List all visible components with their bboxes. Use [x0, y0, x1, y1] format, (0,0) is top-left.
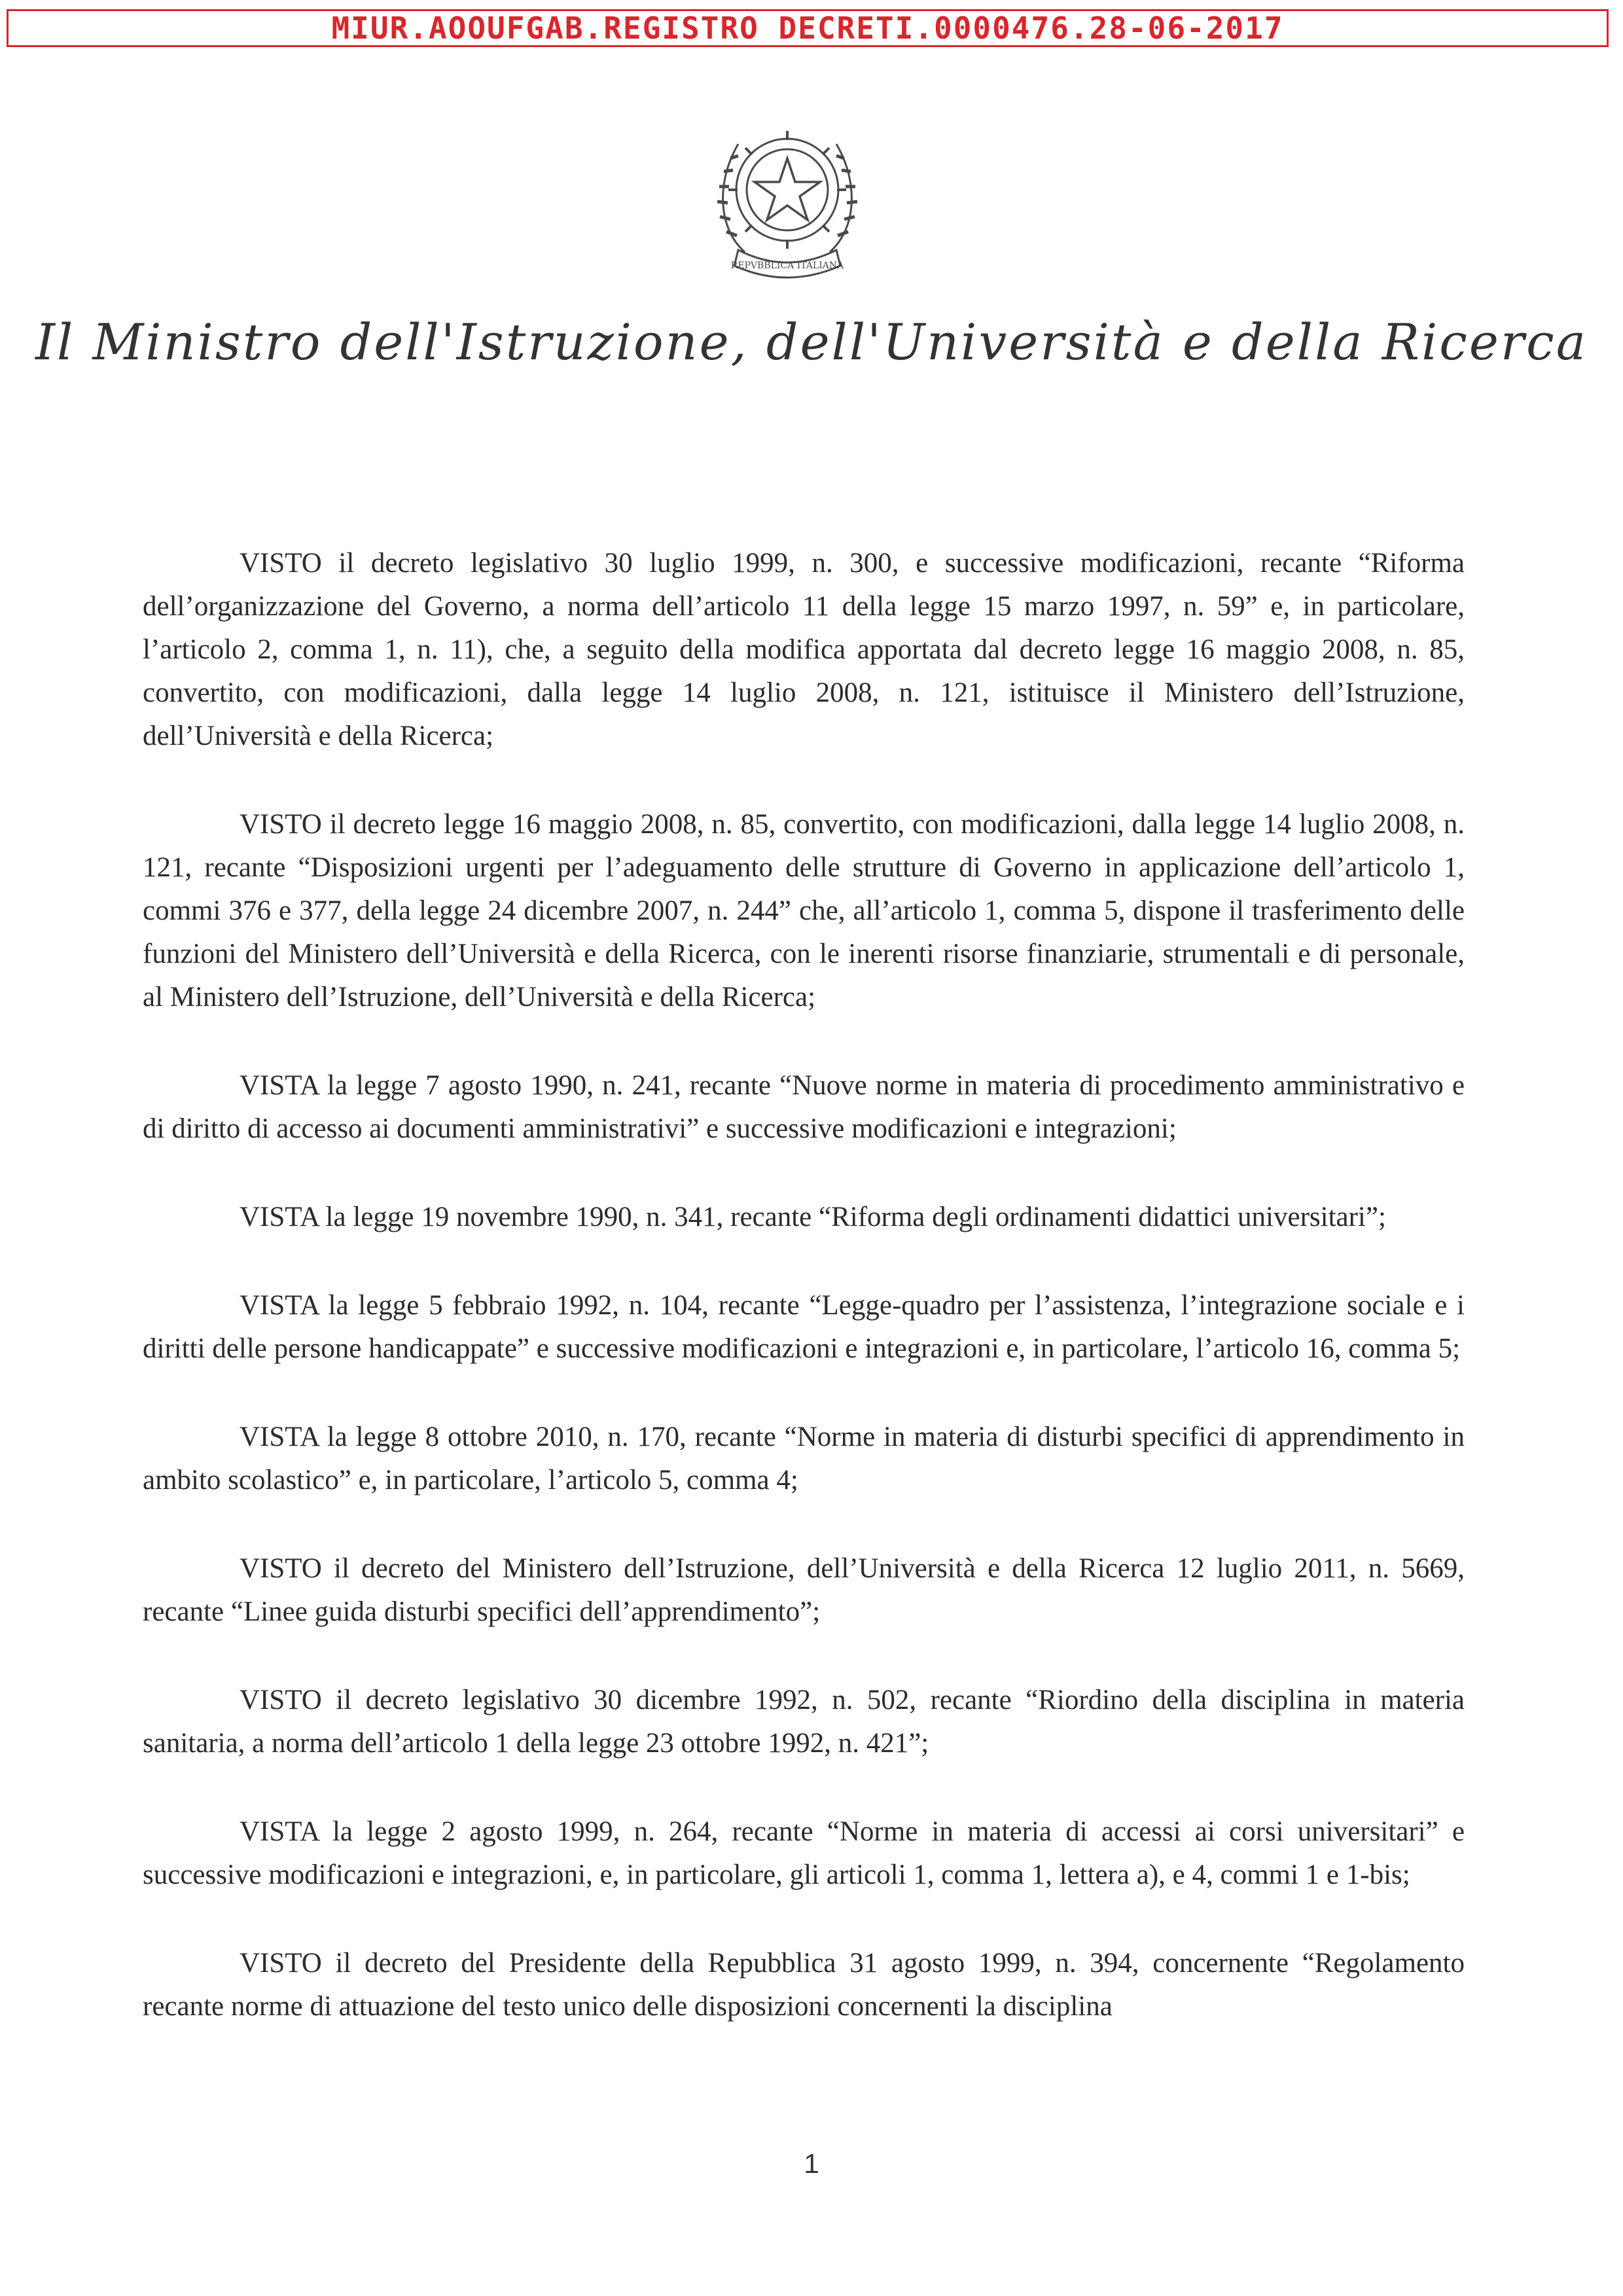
- clause-paragraph: VISTA la legge 19 novembre 1990, n. 341, recante “Riforma degli ordinamenti didattici universitari”;: [240, 1202, 1386, 1232]
- clause-paragraph: VISTO il decreto legislativo 30 luglio 1999, n. 300, e successive modificazioni, recante “Riforma dell’organizzazione del Governo, a norma dell’articolo 11 della legge 15 marzo 1997, n. 59” e, in particolare, l’articolo 2, comma 1, n. 11), che, a seguito della modifica apportata dal decreto legge 16 maggio 2008, n. 85, convertito, con modificazioni, dalla legge 14 luglio 2008, n. 121, istituisce il Ministero dell’Istruzione, dell’Università e della Ricerca;: [143, 548, 1465, 751]
- clause-paragraph: VISTA la legge 5 febbraio 1992, n. 104, recante “Legge-quadro per l’assistenza, l’integrazione sociale e i diritti delle persone handicappate” e successive modificazioni e integrazioni e, in particolare, l’articolo 16, comma 5;: [143, 1290, 1465, 1364]
- italian-republic-emblem-icon: [699, 111, 876, 308]
- decree-body: [143, 542, 1465, 2073]
- clause-paragraph: VISTA la legge 7 agosto 1990, n. 241, recante “Nuove norme in materia di procedimento amministrativo e di diritto di accesso ai documenti amministrativi” e successive modificazioni e integrazioni;: [143, 1070, 1465, 1144]
- clause-paragraph: VISTO il decreto legislativo 30 dicembre 1992, n. 502, recante “Riordino della disciplina in materia sanitaria, a norma dell’articolo 1 della legge 23 ottobre 1992, n. 421”;: [143, 1685, 1465, 1759]
- clause-paragraph: VISTO il decreto del Ministero dell’Istruzione, dell’Università e della Ricerca 12 luglio 2011, n. 5669, recante “Linee guida disturbi specifici dell’apprendimento”;: [143, 1553, 1465, 1627]
- ministry-heading: Il Ministro dell'Istruzione, dell'Università e della Ricerca: [35, 313, 1588, 371]
- clause-paragraph: VISTA la legge 2 agosto 1999, n. 264, recante “Norme in materia di accessi ai corsi universitari” e successive modificazioni e integrazioni, e, in particolare, gli articoli 1, comma 1, lettera a), e 4, commi 1 e 1-bis;: [143, 1816, 1465, 1890]
- clause-paragraph: VISTO il decreto legge 16 maggio 2008, n. 85, convertito, con modificazioni, dalla legge 14 luglio 2008, n. 121, recante “Disposizioni urgenti per l’adeguamento delle strutture di Governo in applicazione dell’articolo 1, commi 376 e 377, della legge 24 dicembre 2007, n. 244” che, all’articolo 1, comma 5, dispone il trasferimento delle funzioni del Ministero dell’Università e della Ricerca, con le inerenti risorse finanziarie, strumentali e di personale, al Ministero dell’Istruzione, dell’Università e della Ricerca;: [143, 809, 1465, 1013]
- protocol-stamp: MIUR.AOOUFGAB.REGISTRO DECRETI.0000476.28-06-2017: [7, 9, 1609, 47]
- page-number: 1: [804, 2148, 819, 2179]
- clause-paragraph: VISTO il decreto del Presidente della Repubblica 31 agosto 1999, n. 394, concernente “Regolamento recante norme di attuazione del testo unico delle disposizioni concernenti la disciplina: [143, 1948, 1465, 2022]
- emblem-scroll-text: REPVBBLICA ITALIANA: [730, 260, 844, 271]
- clause-paragraph: VISTA la legge 8 ottobre 2010, n. 170, recante “Norme in materia di disturbi specifici di apprendimento in ambito scolastico” e, in particolare, l’articolo 5, comma 4;: [143, 1422, 1465, 1496]
